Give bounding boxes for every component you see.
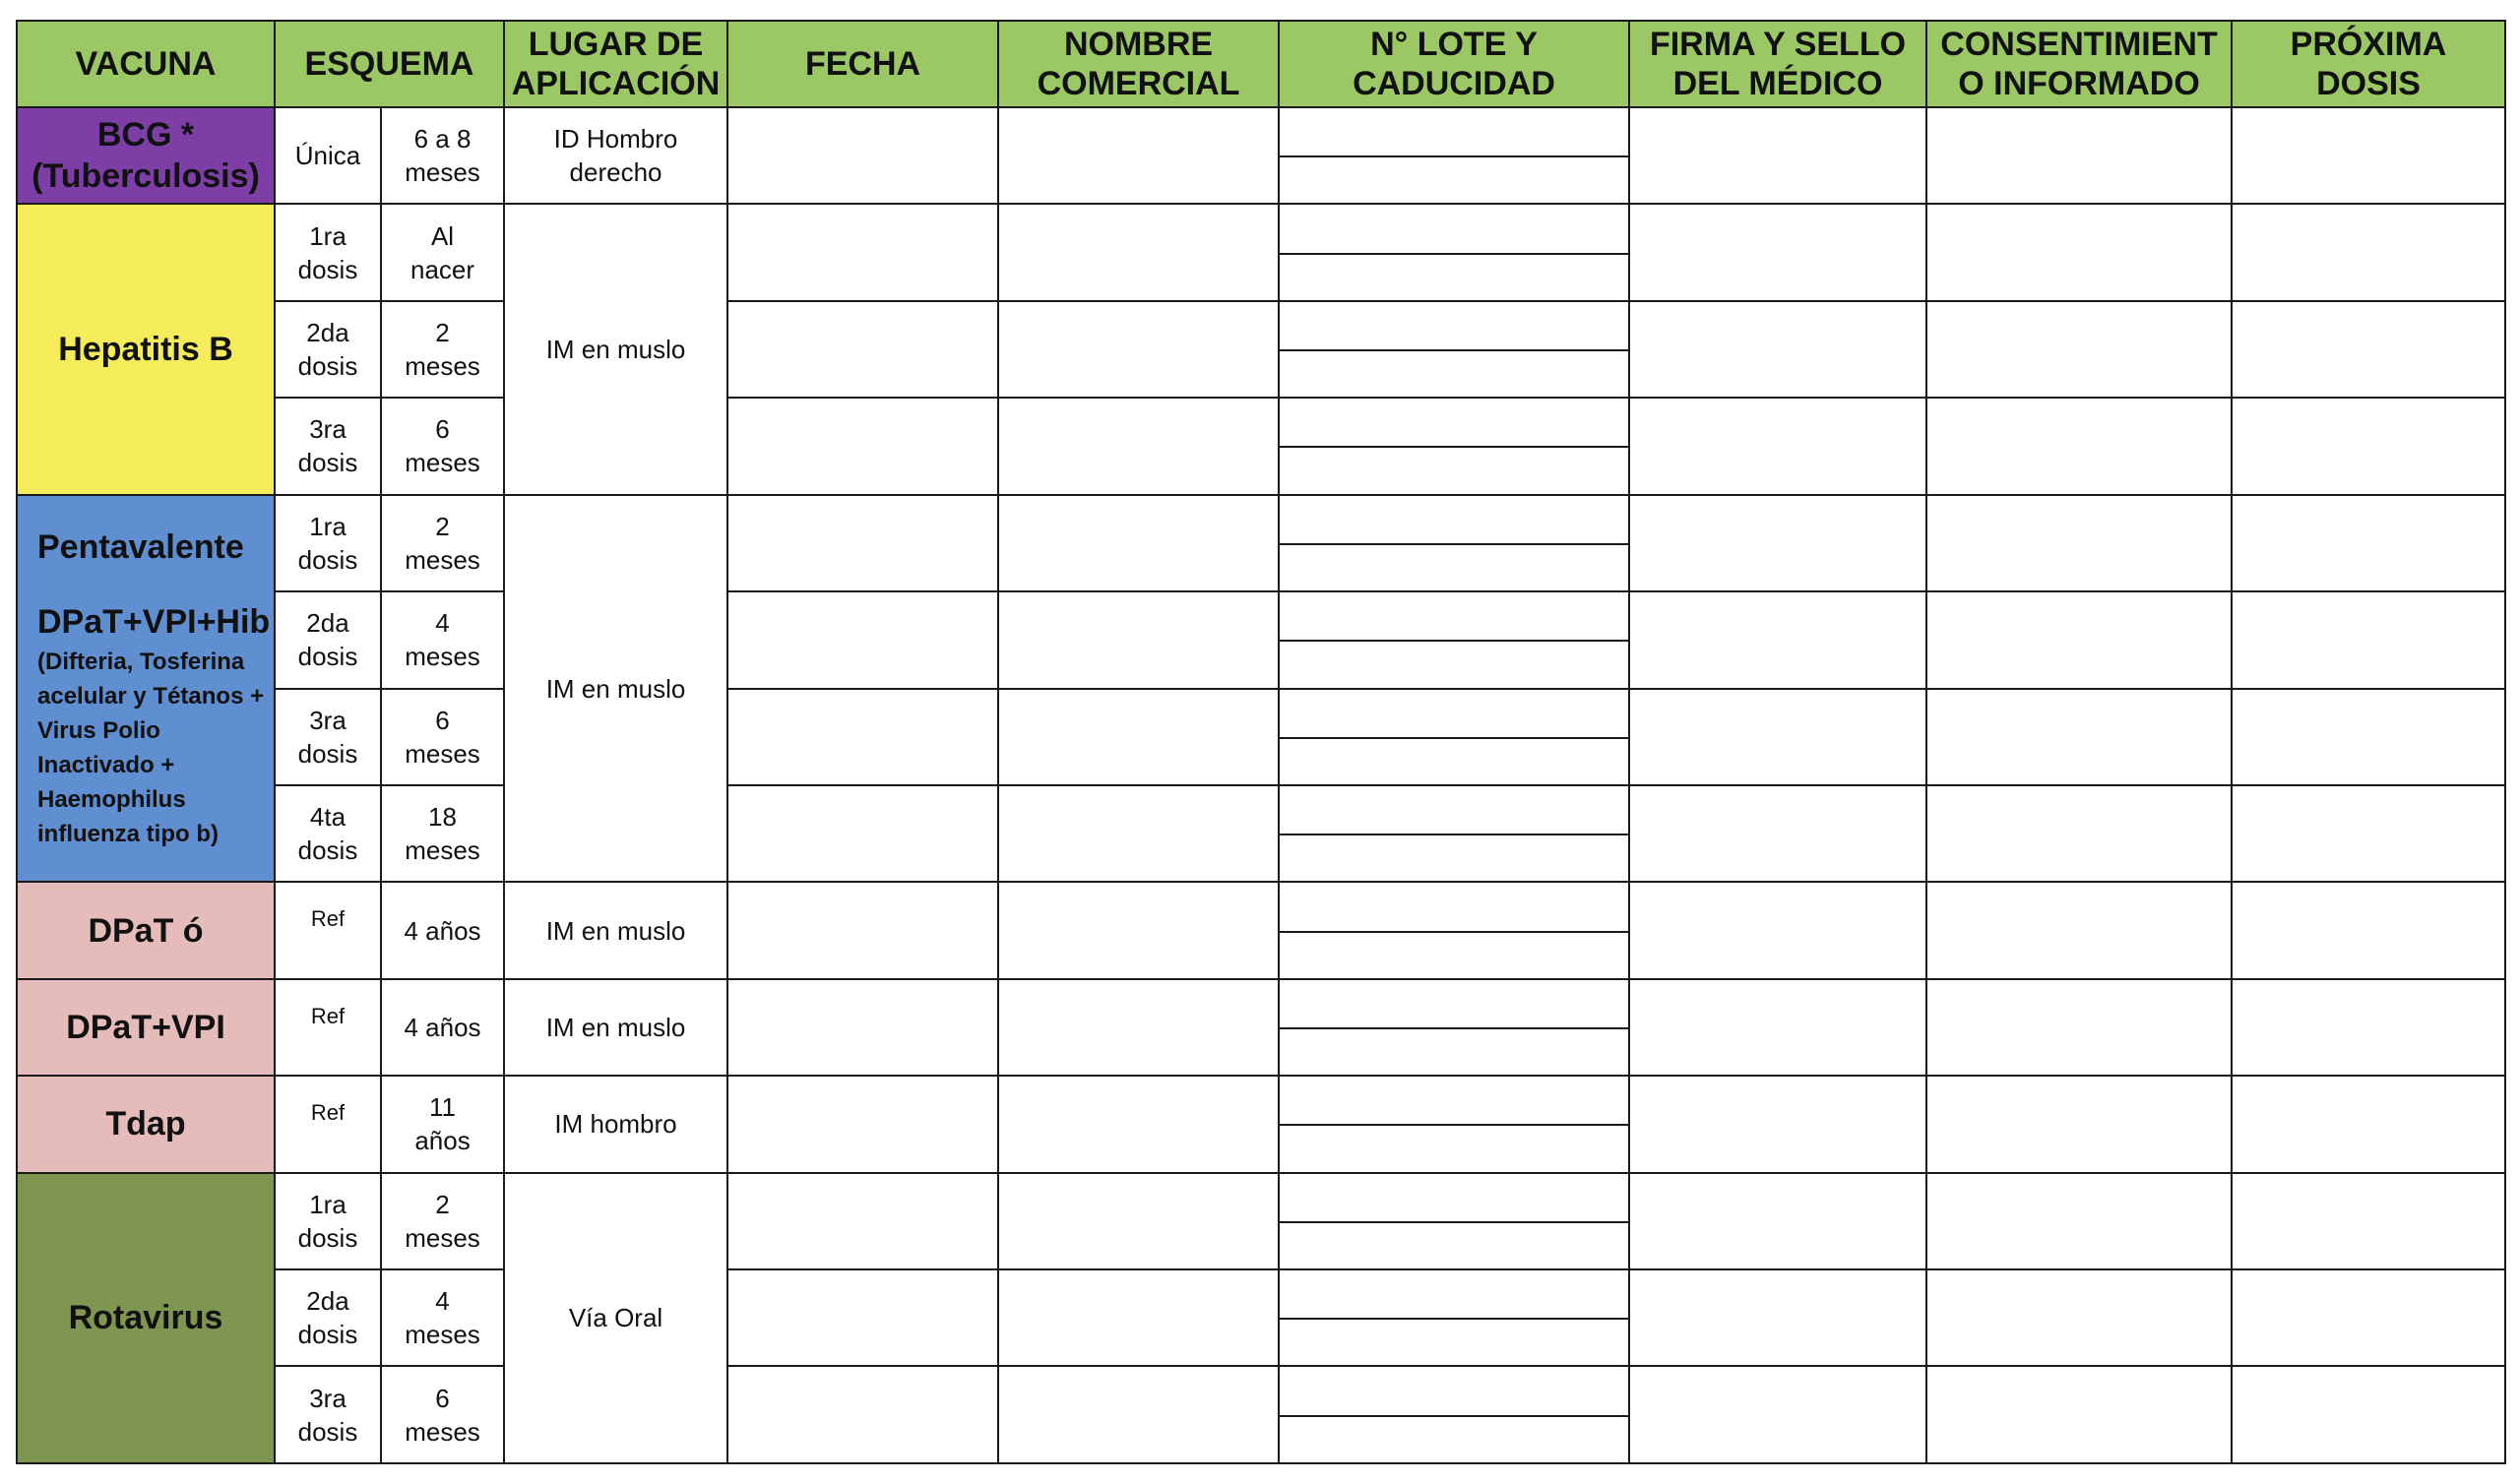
vaccine-row-dpat xyxy=(17,882,2505,978)
application-site-pentavalente: IM en muslo xyxy=(504,495,727,883)
consentimiento-cell[interactable] xyxy=(1926,1366,2232,1463)
dose-label: Ref xyxy=(275,979,381,1076)
lote-caducidad-cell[interactable] xyxy=(1279,785,1629,882)
proxima-dosis-cell[interactable] xyxy=(2232,398,2505,494)
dose-age: 4 años xyxy=(381,979,504,1076)
lote-divider xyxy=(1280,349,1628,351)
consentimiento-cell[interactable] xyxy=(1926,301,2232,398)
nombre-comercial-cell[interactable] xyxy=(998,1173,1279,1269)
dose-age: 18 meses xyxy=(381,785,504,882)
firma-sello-cell[interactable] xyxy=(1629,1173,1926,1269)
fecha-cell[interactable] xyxy=(727,107,998,204)
vaccine-row-hepatitis xyxy=(17,398,2505,494)
dose-age: 6 meses xyxy=(381,398,504,494)
lote-caducidad-cell[interactable] xyxy=(1279,1173,1629,1269)
dose-label: 4ta dosis xyxy=(275,785,381,882)
lote-divider xyxy=(1280,253,1628,255)
lote-caducidad-cell[interactable] xyxy=(1279,398,1629,494)
lote-divider xyxy=(1280,931,1628,933)
dose-age: Al nacer xyxy=(381,204,504,300)
firma-sello-cell[interactable] xyxy=(1629,979,1926,1076)
header-proxima-dosis: PRÓXIMA DOSIS xyxy=(2232,21,2505,107)
consentimiento-cell[interactable] xyxy=(1926,1173,2232,1269)
dose-label: Ref xyxy=(275,1076,381,1172)
vaccine-name-hepatitis: Hepatitis B xyxy=(17,204,275,494)
fecha-cell[interactable] xyxy=(727,689,998,785)
dose-age: 2 meses xyxy=(381,1173,504,1269)
vaccine-row-pentavalente xyxy=(17,495,2505,591)
lote-divider xyxy=(1280,640,1628,642)
lote-divider xyxy=(1280,1221,1628,1223)
vaccine-row-tdap xyxy=(17,1076,2505,1172)
lote-divider xyxy=(1280,446,1628,448)
fecha-cell[interactable] xyxy=(727,398,998,494)
consentimiento-cell[interactable] xyxy=(1926,979,2232,1076)
firma-sello-cell[interactable] xyxy=(1629,495,1926,591)
proxima-dosis-cell[interactable] xyxy=(2232,882,2505,978)
application-site-dpat: IM en muslo xyxy=(504,882,727,978)
nombre-comercial-cell[interactable] xyxy=(998,107,1279,204)
lote-caducidad-cell[interactable] xyxy=(1279,301,1629,398)
consentimiento-cell[interactable] xyxy=(1926,1076,2232,1172)
consentimiento-cell[interactable] xyxy=(1926,689,2232,785)
nombre-comercial-cell[interactable] xyxy=(998,495,1279,591)
consentimiento-cell[interactable] xyxy=(1926,882,2232,978)
firma-sello-cell[interactable] xyxy=(1629,398,1926,494)
lote-divider xyxy=(1280,834,1628,835)
fecha-cell[interactable] xyxy=(727,1269,998,1366)
consentimiento-cell[interactable] xyxy=(1926,495,2232,591)
header-firma-sello: FIRMA Y SELLO DEL MÉDICO xyxy=(1629,21,1926,107)
nombre-comercial-cell[interactable] xyxy=(998,1366,1279,1463)
proxima-dosis-cell[interactable] xyxy=(2232,301,2505,398)
fecha-cell[interactable] xyxy=(727,1173,998,1269)
proxima-dosis-cell[interactable] xyxy=(2232,204,2505,300)
proxima-dosis-cell[interactable] xyxy=(2232,1269,2505,1366)
vaccination-record-sheet xyxy=(16,20,2504,1464)
firma-sello-cell[interactable] xyxy=(1629,107,1926,204)
consentimiento-cell[interactable] xyxy=(1926,591,2232,688)
dose-label: Ref xyxy=(275,882,381,978)
dose-label: 3ra dosis xyxy=(275,1366,381,1463)
nombre-comercial-cell[interactable] xyxy=(998,1076,1279,1172)
dose-label: 1ra dosis xyxy=(275,204,381,300)
nombre-comercial-cell[interactable] xyxy=(998,882,1279,978)
dose-age: 2 meses xyxy=(381,301,504,398)
nombre-comercial-cell[interactable] xyxy=(998,591,1279,688)
dose-age: 11 años xyxy=(381,1076,504,1172)
header-row xyxy=(17,21,2505,107)
vaccine-description: (Difteria, Tosferina acelular y Tétanos + Virus Polio Inactivado + Haemophilus influenza tipo b) xyxy=(37,648,265,847)
dose-age: 6 a 8 meses xyxy=(381,107,504,204)
dose-label: Única xyxy=(275,107,381,204)
firma-sello-cell[interactable] xyxy=(1629,1269,1926,1366)
firma-sello-cell[interactable] xyxy=(1629,785,1926,882)
proxima-dosis-cell[interactable] xyxy=(2232,1173,2505,1269)
proxima-dosis-cell[interactable] xyxy=(2232,591,2505,688)
lote-caducidad-cell[interactable] xyxy=(1279,495,1629,591)
application-site-hepatitis: IM en muslo xyxy=(504,204,727,494)
header-vacuna: VACUNA xyxy=(17,21,275,107)
proxima-dosis-cell[interactable] xyxy=(2232,785,2505,882)
nombre-comercial-cell[interactable] xyxy=(998,979,1279,1076)
fecha-cell[interactable] xyxy=(727,591,998,688)
vaccine-row-pentavalente xyxy=(17,689,2505,785)
application-site-rotavirus: Vía Oral xyxy=(504,1173,727,1463)
dose-label: 3ra dosis xyxy=(275,689,381,785)
vaccine-row-hepatitis xyxy=(17,301,2505,398)
fecha-cell[interactable] xyxy=(727,301,998,398)
application-site-dpatvpi: IM en muslo xyxy=(504,979,727,1076)
header-consentimiento: CONSENTIMIENT O INFORMADO xyxy=(1926,21,2232,107)
vaccine-row-dpatvpi xyxy=(17,979,2505,1076)
dose-label: 1ra dosis xyxy=(275,1173,381,1269)
vaccine-name-dpatvpi: DPaT+VPI xyxy=(17,979,275,1076)
lote-divider xyxy=(1280,1027,1628,1029)
dose-age: 6 meses xyxy=(381,1366,504,1463)
vaccine-row-pentavalente xyxy=(17,785,2505,882)
firma-sello-cell[interactable] xyxy=(1629,689,1926,785)
lote-divider xyxy=(1280,1318,1628,1320)
fecha-cell[interactable] xyxy=(727,979,998,1076)
firma-sello-cell[interactable] xyxy=(1629,204,1926,300)
dose-age: 4 meses xyxy=(381,1269,504,1366)
proxima-dosis-cell[interactable] xyxy=(2232,495,2505,591)
dose-label: 2da dosis xyxy=(275,301,381,398)
header-fecha: FECHA xyxy=(727,21,998,107)
vaccine-name-tdap: Tdap xyxy=(17,1076,275,1172)
firma-sello-cell[interactable] xyxy=(1629,591,1926,688)
dose-label: 1ra dosis xyxy=(275,495,381,591)
proxima-dosis-cell[interactable] xyxy=(2232,1366,2505,1463)
fecha-cell[interactable] xyxy=(727,495,998,591)
fecha-cell[interactable] xyxy=(727,204,998,300)
nombre-comercial-cell[interactable] xyxy=(998,301,1279,398)
header-esquema: ESQUEMA xyxy=(275,21,504,107)
lote-divider xyxy=(1280,543,1628,545)
vaccine-subtitle: DPaT+VPI+Hib xyxy=(37,602,271,641)
dose-age: 6 meses xyxy=(381,689,504,785)
lote-caducidad-cell[interactable] xyxy=(1279,882,1629,978)
lote-caducidad-cell[interactable] xyxy=(1279,689,1629,785)
header-lote-caducidad: N° LOTE Y CADUCIDAD xyxy=(1279,21,1629,107)
consentimiento-cell[interactable] xyxy=(1926,785,2232,882)
proxima-dosis-cell[interactable] xyxy=(2232,979,2505,1076)
firma-sello-cell[interactable] xyxy=(1629,1366,1926,1463)
vaccine-name-rotavirus: Rotavirus xyxy=(17,1173,275,1463)
nombre-comercial-cell[interactable] xyxy=(998,1269,1279,1366)
firma-sello-cell[interactable] xyxy=(1629,1076,1926,1172)
header-nombre-comercial: NOMBRE COMERCIAL xyxy=(998,21,1279,107)
lote-caducidad-cell[interactable] xyxy=(1279,204,1629,300)
application-site-bcg: ID Hombro derecho xyxy=(504,107,727,204)
fecha-cell[interactable] xyxy=(727,1076,998,1172)
dose-label: 2da dosis xyxy=(275,591,381,688)
vaccine-row-rotavirus xyxy=(17,1173,2505,1269)
dose-age: 4 meses xyxy=(381,591,504,688)
dose-label: 3ra dosis xyxy=(275,398,381,494)
lote-caducidad-cell[interactable] xyxy=(1279,107,1629,204)
vaccine-name-bcg: BCG * (Tuberculosis) xyxy=(17,107,275,204)
dose-age: 2 meses xyxy=(381,495,504,591)
application-site-tdap: IM hombro xyxy=(504,1076,727,1172)
vaccine-row-hepatitis xyxy=(17,204,2505,300)
lote-caducidad-cell[interactable] xyxy=(1279,591,1629,688)
fecha-cell[interactable] xyxy=(727,882,998,978)
lote-divider xyxy=(1280,1124,1628,1126)
consentimiento-cell[interactable] xyxy=(1926,1269,2232,1366)
firma-sello-cell[interactable] xyxy=(1629,882,1926,978)
vaccine-row-rotavirus xyxy=(17,1366,2505,1463)
dose-label: 2da dosis xyxy=(275,1269,381,1366)
lote-divider xyxy=(1280,155,1628,157)
consentimiento-cell[interactable] xyxy=(1926,107,2232,204)
lote-divider xyxy=(1280,1415,1628,1417)
vaccine-name-pentavalente xyxy=(17,495,275,883)
proxima-dosis-cell[interactable] xyxy=(2232,107,2505,204)
lote-caducidad-cell[interactable] xyxy=(1279,979,1629,1076)
lote-divider xyxy=(1280,737,1628,739)
fecha-cell[interactable] xyxy=(727,785,998,882)
vaccine-row-pentavalente xyxy=(17,591,2505,688)
vaccine-title: Pentavalente xyxy=(37,527,244,566)
firma-sello-cell[interactable] xyxy=(1629,301,1926,398)
vaccine-rows xyxy=(17,107,2505,1463)
vaccine-name-dpat: DPaT ó xyxy=(17,882,275,978)
vaccine-row-rotavirus xyxy=(17,1269,2505,1366)
header-lugar: LUGAR DE APLICACIÓN xyxy=(504,21,727,107)
proxima-dosis-cell[interactable] xyxy=(2232,689,2505,785)
lote-caducidad-cell[interactable] xyxy=(1279,1269,1629,1366)
vaccine-row-bcg xyxy=(17,107,2505,204)
nombre-comercial-cell[interactable] xyxy=(998,689,1279,785)
nombre-comercial-cell[interactable] xyxy=(998,204,1279,300)
fecha-cell[interactable] xyxy=(727,1366,998,1463)
consentimiento-cell[interactable] xyxy=(1926,398,2232,494)
consentimiento-cell[interactable] xyxy=(1926,204,2232,300)
lote-caducidad-cell[interactable] xyxy=(1279,1076,1629,1172)
proxima-dosis-cell[interactable] xyxy=(2232,1076,2505,1172)
dose-age: 4 años xyxy=(381,882,504,978)
vaccination-table xyxy=(16,20,2506,1464)
lote-caducidad-cell[interactable] xyxy=(1279,1366,1629,1463)
nombre-comercial-cell[interactable] xyxy=(998,398,1279,494)
nombre-comercial-cell[interactable] xyxy=(998,785,1279,882)
